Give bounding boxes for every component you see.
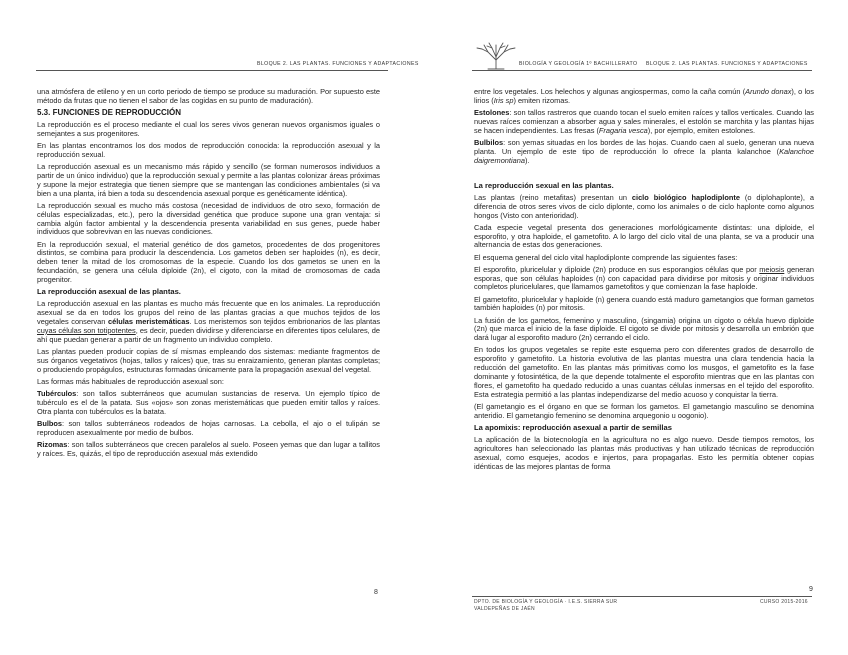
footer-town: VALDEPEÑAS DE JAÉN [474,605,535,612]
paragraph: (El gametangio es el órgano en que se forman los gametos. El gametangio masculino se denomina anteridio. El gametangio femenino se denomina arquegonio u oogonio). [474,402,814,420]
left-page-number: 8 [374,589,378,596]
right-footer-rule [472,596,812,597]
paragraph: El gametofito, pluricelular y haploide (n) genera cuando está maduro gametangios que forman gametos también haploides (n) por mitosis. [474,294,814,313]
footer-department: DPTO. DE BIOLOGÍA Y GEOLOGÍA · I.E.S. SIERRA SUR [474,599,618,605]
paragraph: entre los vegetales. Los helechos y algunas angiospermas, como la caña común (Arundo donax), o los lirios (Iris sp) emiten rizomas. [474,87,814,105]
right-footer-left [474,599,617,612]
paragraph: Las formas más habituales de reproducción asexual son: [37,376,224,386]
list-item-rizomas: Rizomas: son tallos subterráneos que crecen paralelos al suelo. Poseen yemas que dan lugar a tallitos y raíces. Es, quizás, el tipo de reproducción asexual más extendido [37,439,380,458]
paragraph: En la reproducción sexual, el material genético de dos gametos, procedentes de dos progenitores distintos, se combina para producir la descendencia. Los gametos deben ser haploides (n), es decir, deben tener la mitad de los cromosomas de la especie. Cuando los dos gametos se unen en la fecundación, se genera una célula diploide (2n), el cigoto, con la mitad de cromosomas de cada progenitor. [37,239,380,285]
intro-paragraph: una atmósfera de etileno y en un corto periodo de tiempo se produce su maduración. Por supuesto este método da frutas que no tienen el sabor de las cogidas en su punto de maduración). [37,87,380,105]
paragraph: El esquema general del ciclo vital haplodiplonte comprende las siguientes fases: [474,252,738,262]
paragraph: La reproducción sexual es mucho más costosa (necesidad de individuos de otro sexo, formación de células especializadas, etc.), pero la diversidad genética que produce supone una gran ventaja: si cambia algún factor ambiental y la descendencia presenta variabilidad en sus genes, puede haber individuos que sobrevivan en las nuevas condiciones. [37,200,380,237]
paragraph: Cada especie vegetal presenta dos generaciones morfológicamente distintas: una diploide, el esporofito, y otra haploide, el gametofito. A lo largo del ciclo vital de una planta, se va a producir una alternancia de estas dos generaciones. [474,222,814,250]
list-item-bulbilos: Bulbilos: son yemas situadas en los bordes de las hojas. Cuando caen al suelo, generan una nueva planta. Un ejemplo de este tipo de reproducción lo ofrece la planta kalanchoe (Kalanchoe daigremontiana). [474,137,814,165]
subheading-apomixis: La apomixis: reproducción asexual a partir de semillas [474,423,672,433]
right-header-right: BLOQUE 2. LAS PLANTAS. FUNCIONES Y ADAPTACIONES [646,61,808,67]
right-page [424,0,848,655]
right-footer-course: CURSO 2015-2016 [760,599,808,605]
subheading-asexual: La reproducción asexual de las plantas. [37,287,181,297]
right-header-rule [472,70,812,71]
left-body [37,88,380,462]
list-item-estolones: Estolones: son tallos rastreros que cuando tocan el suelo emiten raíces y tallos verticales. Cuando las nuevas raíces comienzan a absorber agua y sales minerales, el estolón se marchita y las plantas hijas se hacen independientes. Las fresas (Fragaria vesca), por ejemplo, emiten estolones. [474,108,814,135]
subheading-sexual: La reproducción sexual en las plantas. [474,180,614,190]
paragraph: La fusión de los gametos, femenino y masculino, (singamia) origina un cigoto o célula huevo diploide (2n) que marca el inicio de la fase diploide. El cigoto se divide por mitosis y desarrolla un embrión que dará lugar al esporofito maduro (2n) cerrando el ciclo. [474,315,814,343]
section-title: 5.3. FUNCIONES DE REPRODUCCIÓN [37,108,182,117]
spacer [474,169,814,179]
paragraph: La aplicación de la biotecnología en la agricultura no es algo nuevo. Desde tiempos remotos, los agricultores han seleccionado las plantas más productivas y han utilizado técnicas de reproducción asexual, como esquejes, acodos e injertos, para propagarlas. Esto les permitía obtener copias idénticas de las mejores plantas de forma [474,434,814,471]
paragraph: En todos los grupos vegetales se repite este esquema pero con diferentes grados de desarrollo de esporofito y gametofito. La historia evolutiva de las plantas muestra una clara tendencia hacia la reducción del gametofito. En las plantas más primitivas como los musgos, el gametofito es la fase dominante y fotosintética, de la que depende totalmente el esporofito mientras que en las plantas con flores, el gametofito ha quedado reducido a unas cuantas células inmersas en el tejido del esporofito. Esta estrategia permitió a las plantas independizarse del medio acuoso y conquistar la tierra. [474,345,814,399]
right-header-left: BIOLOGÍA Y GEOLOGÍA 1º BACHILLERATO [519,61,638,67]
list-item-bulbos: Bulbos: son tallos subterráneos rodeados de hojas carnosas. La cebolla, el ajo o el tulipán se reproducen asexualmente por medio de bulbos. [37,418,380,437]
paragraph: La reproducción asexual en las plantas es mucho más frecuente que en los animales. La reproducción asexual se da en todos los grupos del reino de las plantas gracias a que muchos tejidos de los vegetales conservan células meristemáticas. Los meristemos son tejidos embrionarios de las plantas cuyas células son totipotentes, es decir, pueden dividirse y diferenciarse en diferentes tipos celulares, de ahí que puedan generar a partir de un fragmento un individuo completo. [37,299,381,344]
paragraph: La reproducción asexual es un mecanismo más rápido y sencillo (se forman numerosos individuos a partir de un único individuo) que la reproducción sexual y permite a las plantas colonizar áreas próximas y supone la mejor estrategia que tienen siempre que se mantengan las condiciones ambientales (si va bien a una planta, irá bien a toda su descendencia asexual porque es genéticamente idéntica). [37,161,380,198]
list-item-tuberculos: Tubérculos: son tallos subterráneos que acumulan sustancias de reserva. Un ejemplo típico de tubérculo es el de la patata. Sus «ojos» son zonas meristemáticas que pueden emitir tallos y raíces. Otra planta con tubérculos es la batata. [37,388,380,416]
paragraph: En las plantas encontramos los dos modos de reproducción conocida: la reproducción asexual y la reproducción sexual. [37,140,380,159]
left-running-header: BLOQUE 2. LAS PLANTAS. FUNCIONES Y ADAPTACIONES [257,61,419,67]
tree-logo-icon [474,40,518,70]
paragraph: Las plantas (reino metafitas) presentan un ciclo biológico haplodiplonte (o diplohaplonte), a diferencia de otros seres vivos de ciclo diplonte, como los animales o de ciclo haplonte como algunos hongos (Visto con anterioridad). [474,192,814,220]
paragraph: La reproducción es el proceso mediante el cual los seres vivos generan nuevos organismos iguales o semejantes a sus progenitores. [37,119,380,138]
paragraph: Las plantas pueden producir copias de sí mismas empleando dos sistemas: mediante fragmentos de sus órganos vegetativos (hojas, tallos y raíces) que, tras su enraizamiento, generan plantas completas; o produciendo propágulos, estructuras formadas únicamente para la propagación asexual del vegetal. [37,346,380,374]
paragraph: El esporofito, pluricelular y diploide (2n) produce en sus esporangios células que por meiosis generan esporas, que son células haploides (n) con capacidad para dividirse por mitosis y originar individuos completos pluricelulares, que llamamos gametofitos y que comienzan la fase haploide. [474,264,814,292]
left-header-rule [36,70,388,71]
right-page-number: 9 [809,586,813,593]
right-body [474,88,814,475]
